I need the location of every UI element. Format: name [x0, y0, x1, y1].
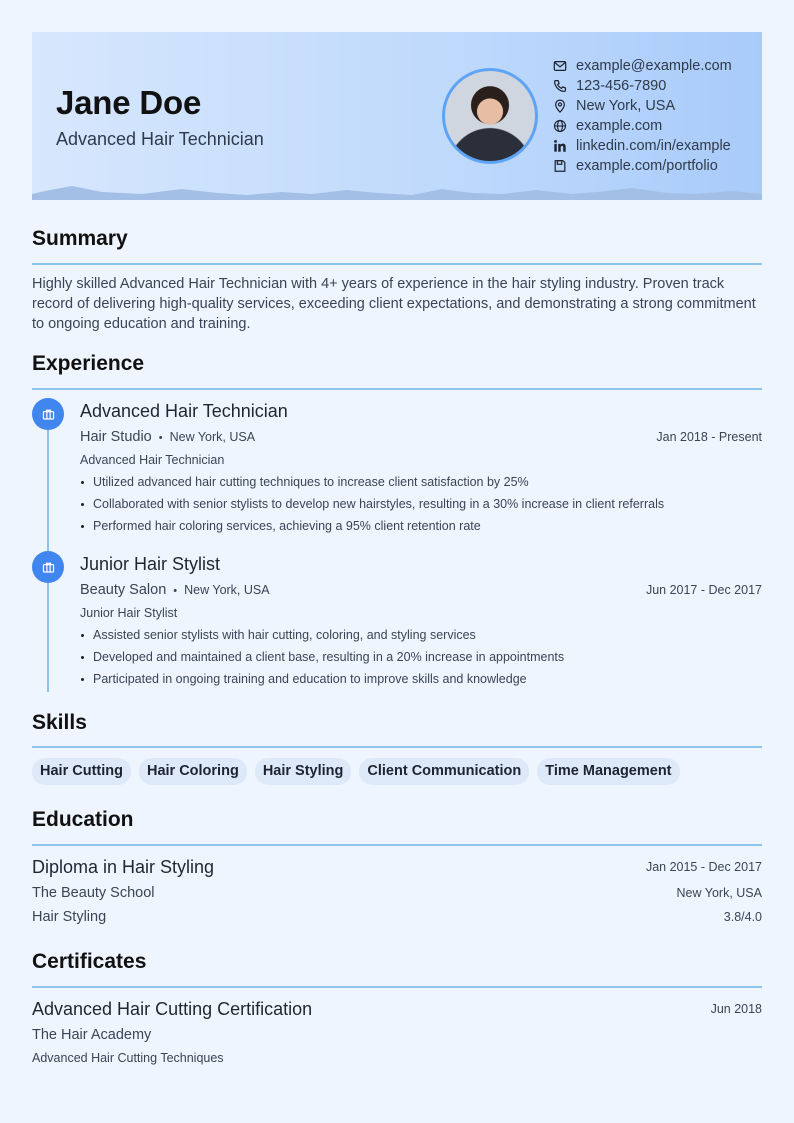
contact-website[interactable]: [553, 116, 732, 136]
education-location: New York, USA: [676, 886, 762, 900]
job-location: New York, USA: [169, 430, 256, 444]
job-location: New York, USA: [184, 583, 270, 597]
summary-divider: [32, 263, 762, 265]
contact-location-text: New York, USA: [576, 98, 676, 114]
list-item: Performed hair coloring services, achieving a 95% client retention rate: [80, 517, 760, 539]
summary-text: Highly skilled Advanced Hair Technician with 4+ years of experience in the hair styling industry. Proven track record of delivering high-quality services, exceeding client expectations, and demonstrating a strong commitment to ongoing education and training.: [32, 276, 756, 332]
header-wave-decoration: [32, 184, 762, 200]
certificate-date: Jun 2018: [710, 1002, 762, 1016]
skills-heading: Skills: [32, 711, 87, 734]
education-divider: [32, 844, 762, 846]
separator-dot: •: [158, 432, 163, 444]
timeline-marker: [32, 551, 64, 583]
contact-linkedin[interactable]: [553, 136, 732, 156]
certificates-divider: [32, 986, 762, 988]
experience-divider: [32, 388, 762, 390]
skill-chip: Hair Cutting: [32, 758, 131, 785]
job-title: Advanced Hair Technician: [80, 401, 288, 421]
list-item: Participated in ongoing training and education to improve skills and knowledge: [80, 670, 760, 692]
job-date: Jan 2018 - Present: [656, 430, 762, 444]
contact-portfolio[interactable]: [553, 156, 732, 176]
education-date: Jan 2015 - Dec 2017: [645, 860, 762, 874]
certificate-description: Advanced Hair Cutting Techniques: [32, 1051, 224, 1065]
list-item: Utilized advanced hair cutting techniques to increase client satisfaction by 25%: [80, 473, 760, 495]
summary-heading: Summary: [32, 227, 128, 250]
education-field: Hair Styling: [32, 909, 107, 925]
skills-list: [32, 758, 680, 785]
globe-icon: [553, 119, 567, 133]
contact-phone-text: 123-456-7890: [576, 78, 667, 94]
list-item: Developed and maintained a client base, resulting in a 20% increase in appointments: [80, 648, 760, 670]
contact-list: [553, 56, 732, 176]
certificate-issuer: The Hair Academy: [32, 1027, 152, 1043]
job-bullets: [80, 626, 760, 692]
resume-header: [32, 32, 762, 200]
contact-portfolio-text: example.com/portfolio: [576, 158, 718, 174]
job-role: Advanced Hair Technician: [80, 453, 225, 467]
list-item: Collaborated with senior stylists to develop new hairstyles, resulting in a 30% increase in client referrals: [80, 495, 760, 517]
certificate-name: Advanced Hair Cutting Certification: [32, 999, 313, 1019]
candidate-headline: Advanced Hair Technician: [56, 129, 264, 149]
contact-email[interactable]: [553, 56, 732, 76]
profile-photo: [442, 68, 538, 164]
job-title: Junior Hair Stylist: [80, 554, 221, 574]
skill-chip: Time Management: [537, 758, 679, 785]
skill-chip: Hair Coloring: [139, 758, 247, 785]
job-company-line: [80, 429, 255, 445]
education-heading: Education: [32, 808, 134, 831]
briefcase-icon: [42, 561, 55, 574]
contact-email-text: example@example.com: [576, 58, 732, 74]
contact-linkedin-text: linkedin.com/in/example: [576, 138, 731, 154]
job-company-line: [80, 582, 270, 598]
contact-website-text: example.com: [576, 118, 663, 134]
location-icon: [553, 99, 567, 113]
phone-icon: [553, 79, 567, 93]
list-item: Assisted senior stylists with hair cutting, coloring, and styling services: [80, 626, 760, 648]
job-company: Beauty Salon: [80, 582, 167, 598]
skill-chip: Client Communication: [359, 758, 529, 785]
email-icon: [553, 59, 567, 73]
linkedin-icon: [553, 139, 567, 153]
contact-location: [553, 96, 732, 116]
portfolio-icon: [553, 159, 567, 173]
job-company: Hair Studio: [80, 429, 152, 445]
job-bullets: [80, 473, 760, 539]
separator-dot: •: [173, 585, 178, 597]
skills-divider: [32, 746, 762, 748]
education-degree: Diploma in Hair Styling: [32, 857, 215, 877]
contact-phone[interactable]: [553, 76, 732, 96]
briefcase-icon: [42, 408, 55, 421]
certificates-heading: Certificates: [32, 950, 147, 973]
education-school: The Beauty School: [32, 885, 155, 901]
job-role: Junior Hair Stylist: [80, 606, 178, 620]
candidate-name: Jane Doe: [56, 84, 202, 121]
job-date: Jun 2017 - Dec 2017: [645, 583, 762, 597]
timeline-marker: [32, 398, 64, 430]
education-score: 3.8/4.0: [723, 910, 762, 924]
skill-chip: Hair Styling: [255, 758, 352, 785]
experience-heading: Experience: [32, 352, 145, 375]
